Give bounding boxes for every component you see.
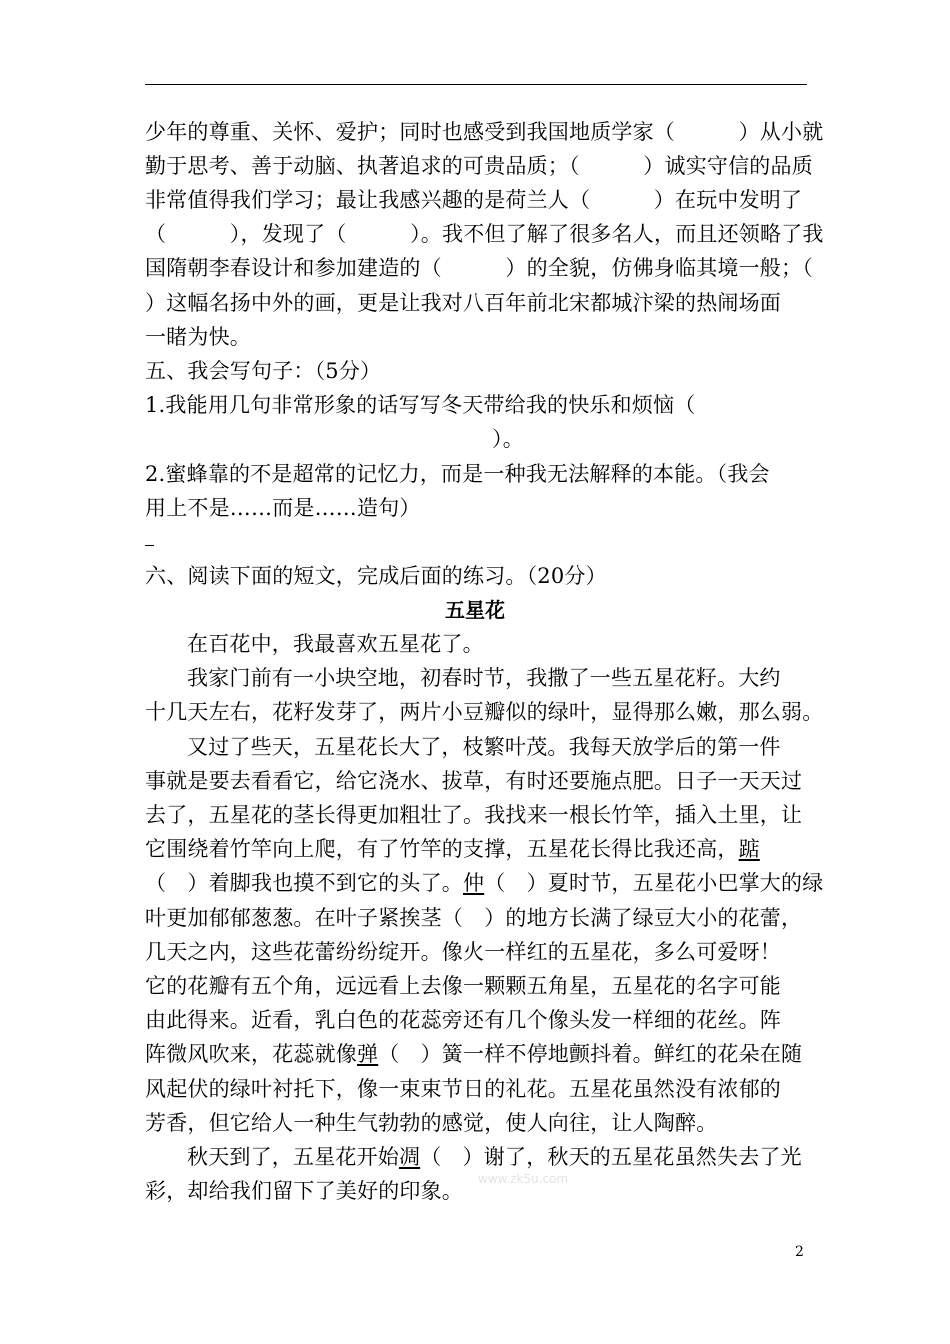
passage-text: 阵微风吹来，花蕊就像 [145, 1042, 357, 1066]
passage-line: 我家门前有一小块空地，初春时节，我撒了一些五星花籽。大约 [187, 666, 781, 690]
passage-line: 事就是要去看看它，给它浇水、拔草，有时还要施点肥。日子一天天过 [145, 769, 803, 793]
passage-text: 它围绕着竹竿向上爬，有了竹竿的支撑，五星花长得比我还高， [145, 837, 739, 861]
passage-text: （ ）谢了，秋天的五星花虽然失去了光 [420, 1145, 802, 1169]
passage-text: 秋天到了，五星花开始 [187, 1145, 399, 1169]
underlined-char: 弹 [357, 1042, 379, 1066]
passage-line: 芳香，但它给人一种生气勃勃的感觉，使人向往，让人陶醉。 [145, 1111, 718, 1135]
question-text: 用上不是……而是……造句） [145, 496, 421, 520]
question-text: 2.蜜蜂靠的不是超常的记忆力，而是一种我无法解释的本能。（我会 [145, 462, 770, 486]
passage-line [145, 1040, 802, 1068]
section-heading: 五、我会写句子：（5分） [145, 359, 382, 383]
text-line: 一睹为快。 [145, 325, 251, 349]
passage-line [145, 869, 823, 897]
passage-line: 十几天左右，花籽发芽了，两片小豆瓣似的绿叶，显得那么嫩，那么弱。 [145, 700, 824, 724]
passage-line: 风起伏的绿叶衬托下，像一束束节日的礼花。五星花虽然没有浓郁的 [145, 1077, 781, 1101]
passage-line: 它的花瓣有五个角，远远看上去像一颗颗五角星，五星花的名字可能 [145, 974, 781, 998]
question-text: ）。 [492, 427, 524, 451]
text-line: 少年的尊重、关怀、爱护；同时也感受到我国地质学家（ ）从小就 [145, 120, 824, 144]
question-text: 1.我能用几句非常形象的话写写冬天带给我的快乐和烦恼（ [145, 393, 696, 417]
passage-line: 又过了些天，五星花长大了，枝繁叶茂。我每天放学后的第一件 [187, 735, 781, 759]
answer-blank-mark [145, 545, 154, 546]
passage-text: （ ）着脚我也摸不到它的头了。 [145, 871, 463, 895]
text-line: （ ），发现了（ ）。我不但了解了很多名人，而且还领略了我 [145, 222, 824, 246]
passage-text: （ ）簧一样不停地颤抖着。鲜红的花朵在随 [378, 1042, 803, 1066]
passage-line [145, 835, 760, 863]
underlined-char: 踮 [738, 837, 760, 861]
underlined-char: 仲 [463, 871, 485, 895]
text-line: 国隋朝李春设计和参加建造的（ ）的全貌，仿佛身临其境一般；（ [145, 256, 813, 280]
passage-text: （ ）夏时节，五星花小巴掌大的绿 [484, 871, 824, 895]
text-line: 勤于思考、善于动脑、执著追求的可贵品质；（ ）诚实守信的品质 [145, 154, 813, 178]
underlined-char: 凋 [399, 1145, 421, 1169]
passage-line: 彩，却给我们留下了美好的印象。 [145, 1179, 463, 1203]
passage-title: 五星花 [445, 598, 505, 622]
watermark: www.zk5u.com [478, 1172, 569, 1186]
passage-line: 由此得来。近看，乳白色的花蕊旁还有几个像头发一样细的花丝。阵 [145, 1008, 781, 1032]
page-number: 2 [795, 1244, 804, 1260]
passage-line: 叶更加郁郁葱葱。在叶子紧挨茎（ ）的地方长满了绿豆大小的花蕾， [145, 906, 803, 930]
passage-line: 几天之内，这些花蕾纷纷绽开。像火一样红的五星花，多么可爱呀！ [145, 940, 781, 964]
header-rule [145, 84, 807, 85]
section-heading: 六、阅读下面的短文，完成后面的练习。（20分） [145, 564, 607, 588]
passage-line [187, 1143, 802, 1171]
passage-line: 在百花中，我最喜欢五星花了。 [187, 632, 484, 656]
passage-line: 去了，五星花的茎长得更加粗壮了。我找来一根长竹竿，插入土里，让 [145, 803, 803, 827]
text-line: ）这幅名扬中外的画，更是让我对八百年前北宋都城汴梁的热闹场面 [145, 291, 781, 315]
text-line: 非常值得我们学习；最让我感兴趣的是荷兰人（ ）在玩中发明了 [145, 188, 803, 212]
